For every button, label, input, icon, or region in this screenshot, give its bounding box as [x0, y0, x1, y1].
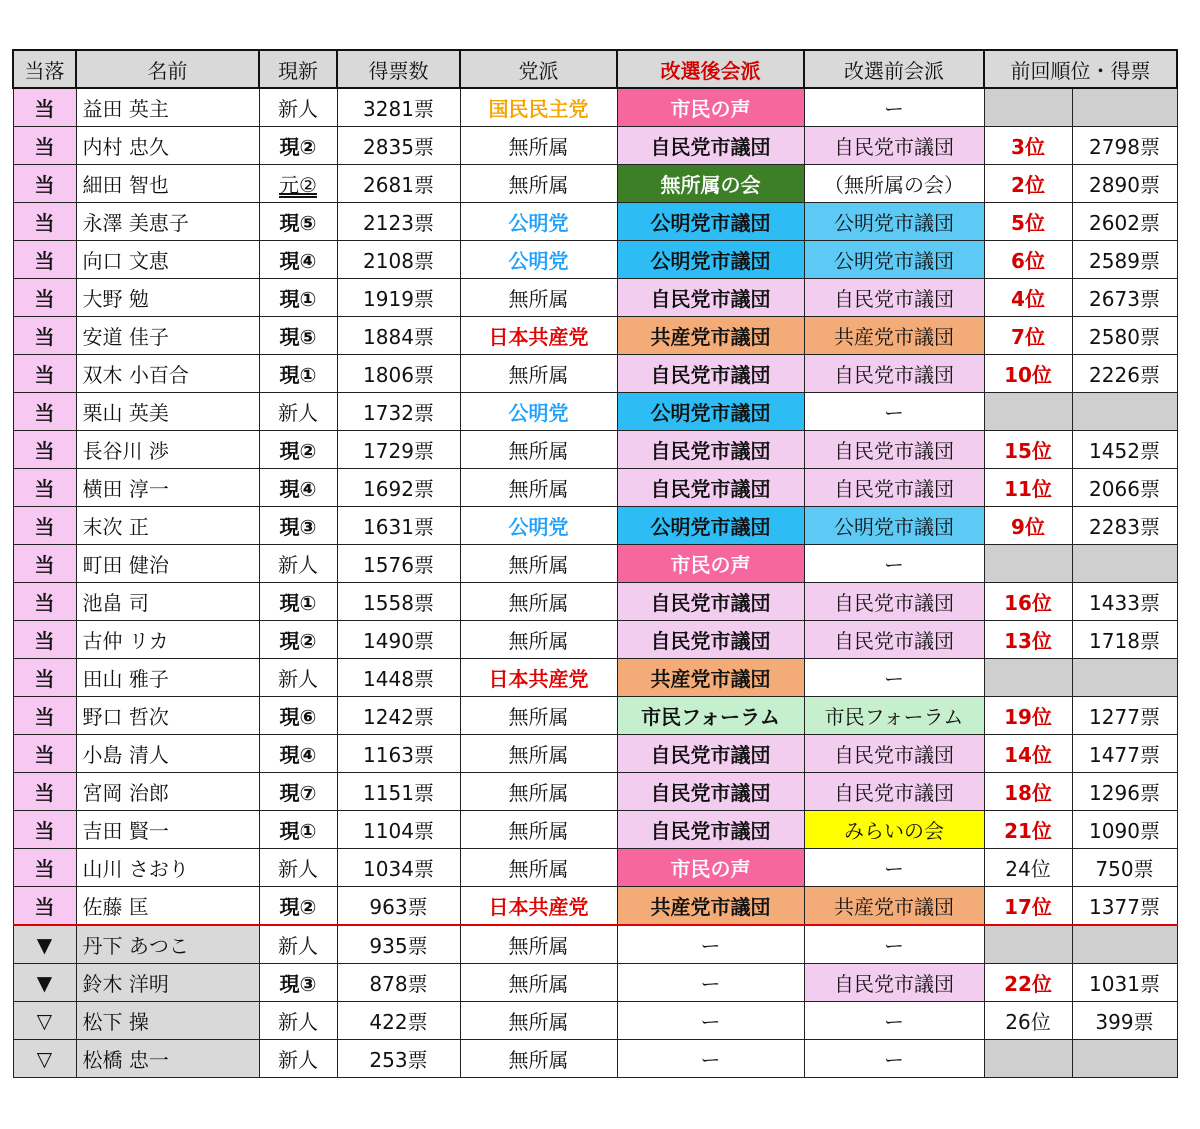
faction-after-cell: 公明党市議団	[617, 241, 804, 279]
party-cell: 公明党	[460, 393, 617, 431]
result-cell: 当	[13, 393, 76, 431]
name-cell: 双木 小百合	[76, 355, 259, 393]
previous-votes-cell	[1072, 545, 1177, 583]
faction-before-cell: 自民党市議団	[804, 964, 984, 1002]
status-cell: 新人	[259, 925, 337, 964]
faction-after-cell: 無所属の会	[617, 165, 804, 203]
name-cell: 松橋 忠一	[76, 1040, 259, 1078]
previous-votes-cell: 1718票	[1072, 621, 1177, 659]
table-row	[13, 507, 1177, 545]
name-cell: 長谷川 渉	[76, 431, 259, 469]
faction-before-cell: 共産党市議団	[804, 887, 984, 926]
table-row	[13, 659, 1177, 697]
name-cell: 横田 淳一	[76, 469, 259, 507]
faction-before-cell: みらいの会	[804, 811, 984, 849]
name-cell: 鈴木 洋明	[76, 964, 259, 1002]
table-row	[13, 1040, 1177, 1078]
party-cell: 無所属	[460, 469, 617, 507]
status-cell: 現⑥	[259, 697, 337, 735]
previous-rank-cell: 21位	[984, 811, 1072, 849]
votes-cell: 1558票	[337, 583, 460, 621]
table-row	[13, 811, 1177, 849]
table-row	[13, 849, 1177, 887]
votes-cell: 2835票	[337, 127, 460, 165]
previous-votes-cell: 750票	[1072, 849, 1177, 887]
party-cell: 無所属	[460, 431, 617, 469]
previous-votes-cell: 1277票	[1072, 697, 1177, 735]
previous-votes-cell	[1072, 659, 1177, 697]
previous-rank-cell: 4位	[984, 279, 1072, 317]
status-cell: 現④	[259, 735, 337, 773]
status-cell: 現③	[259, 507, 337, 545]
header-previous: 前回順位・得票	[984, 50, 1177, 88]
result-cell: 当	[13, 317, 76, 355]
previous-votes-cell: 2580票	[1072, 317, 1177, 355]
party-cell: 日本共産党	[460, 887, 617, 926]
previous-votes-cell: 1433票	[1072, 583, 1177, 621]
previous-rank-cell: 15位	[984, 431, 1072, 469]
faction-before-cell: 自民党市議団	[804, 279, 984, 317]
result-cell: 当	[13, 469, 76, 507]
previous-votes-cell: 2066票	[1072, 469, 1177, 507]
previous-rank-cell	[984, 545, 1072, 583]
previous-votes-cell	[1072, 925, 1177, 964]
result-cell: 当	[13, 545, 76, 583]
table-row	[13, 469, 1177, 507]
votes-cell: 1732票	[337, 393, 460, 431]
name-cell: 丹下 あつこ	[76, 925, 259, 964]
header-row	[13, 50, 1177, 88]
previous-votes-cell	[1072, 393, 1177, 431]
party-cell: 無所属	[460, 925, 617, 964]
previous-rank-cell: 5位	[984, 203, 1072, 241]
faction-after-cell: 自民党市議団	[617, 583, 804, 621]
faction-before-cell: ー	[804, 659, 984, 697]
status-cell: 新人	[259, 545, 337, 583]
result-cell: ▼	[13, 925, 76, 964]
previous-rank-cell: 2位	[984, 165, 1072, 203]
status-cell: 現①	[259, 583, 337, 621]
result-cell: ▽	[13, 1002, 76, 1040]
party-cell: 公明党	[460, 241, 617, 279]
result-cell: 当	[13, 735, 76, 773]
previous-votes-cell	[1072, 88, 1177, 127]
party-cell: 無所属	[460, 355, 617, 393]
status-cell: 元②	[259, 165, 337, 203]
faction-after-cell: ー	[617, 925, 804, 964]
faction-before-cell: ー	[804, 545, 984, 583]
name-cell: 大野 勉	[76, 279, 259, 317]
previous-rank-cell	[984, 393, 1072, 431]
previous-votes-cell: 1031票	[1072, 964, 1177, 1002]
faction-after-cell: 市民の声	[617, 88, 804, 127]
party-cell: 日本共産党	[460, 659, 617, 697]
name-cell: 田山 雅子	[76, 659, 259, 697]
name-cell: 池畠 司	[76, 583, 259, 621]
previous-rank-cell	[984, 659, 1072, 697]
result-cell: 当	[13, 241, 76, 279]
result-cell: 当	[13, 621, 76, 659]
status-cell: 現④	[259, 241, 337, 279]
previous-votes-cell: 1377票	[1072, 887, 1177, 926]
faction-after-cell: 公明党市議団	[617, 393, 804, 431]
previous-rank-cell: 18位	[984, 773, 1072, 811]
party-cell: 無所属	[460, 773, 617, 811]
header-result: 当落	[13, 50, 76, 88]
faction-after-cell: 自民党市議団	[617, 431, 804, 469]
faction-after-cell: 自民党市議団	[617, 127, 804, 165]
result-cell: 当	[13, 88, 76, 127]
faction-before-cell: 自民党市議団	[804, 621, 984, 659]
status-cell: 現⑤	[259, 203, 337, 241]
table-row	[13, 583, 1177, 621]
previous-rank-cell	[984, 88, 1072, 127]
name-cell: 内村 忠久	[76, 127, 259, 165]
result-cell: 当	[13, 773, 76, 811]
previous-rank-cell: 16位	[984, 583, 1072, 621]
status-cell: 現①	[259, 811, 337, 849]
table-row	[13, 773, 1177, 811]
previous-votes-cell: 2589票	[1072, 241, 1177, 279]
faction-after-cell: 自民党市議団	[617, 621, 804, 659]
status-cell: 現①	[259, 279, 337, 317]
status-cell: 現①	[259, 355, 337, 393]
faction-before-cell: 自民党市議団	[804, 583, 984, 621]
votes-cell: 3281票	[337, 88, 460, 127]
status-cell: 現⑦	[259, 773, 337, 811]
votes-cell: 878票	[337, 964, 460, 1002]
result-cell: 当	[13, 127, 76, 165]
faction-after-cell: 自民党市議団	[617, 279, 804, 317]
faction-after-cell: 共産党市議団	[617, 659, 804, 697]
table-row	[13, 431, 1177, 469]
result-cell: 当	[13, 659, 76, 697]
table-row	[13, 545, 1177, 583]
status-cell: 現⑤	[259, 317, 337, 355]
header-name: 名前	[76, 50, 259, 88]
previous-rank-cell: 24位	[984, 849, 1072, 887]
party-cell: 公明党	[460, 507, 617, 545]
status-cell: 新人	[259, 1040, 337, 1078]
name-cell: 栗山 英美	[76, 393, 259, 431]
result-cell: 当	[13, 203, 76, 241]
previous-votes-cell: 2226票	[1072, 355, 1177, 393]
previous-rank-cell: 3位	[984, 127, 1072, 165]
previous-votes-cell: 1090票	[1072, 811, 1177, 849]
party-cell: 無所属	[460, 849, 617, 887]
votes-cell: 2681票	[337, 165, 460, 203]
header-faction-after: 改選後会派	[617, 50, 804, 88]
votes-cell: 253票	[337, 1040, 460, 1078]
previous-votes-cell: 2602票	[1072, 203, 1177, 241]
votes-cell: 1884票	[337, 317, 460, 355]
result-cell: 当	[13, 811, 76, 849]
votes-cell: 1104票	[337, 811, 460, 849]
faction-before-cell: （無所属の会）	[804, 165, 984, 203]
faction-after-cell: 自民党市議団	[617, 469, 804, 507]
faction-before-cell: 市民フォーラム	[804, 697, 984, 735]
faction-before-cell: 自民党市議団	[804, 469, 984, 507]
result-cell: 当	[13, 165, 76, 203]
table-row	[13, 355, 1177, 393]
party-cell: 日本共産党	[460, 317, 617, 355]
faction-after-cell: 自民党市議団	[617, 735, 804, 773]
status-cell: 現④	[259, 469, 337, 507]
previous-rank-cell: 17位	[984, 887, 1072, 926]
votes-cell: 1151票	[337, 773, 460, 811]
name-cell: 末次 正	[76, 507, 259, 545]
name-cell: 町田 健治	[76, 545, 259, 583]
faction-before-cell: 自民党市議団	[804, 431, 984, 469]
previous-votes-cell: 2673票	[1072, 279, 1177, 317]
name-cell: 松下 操	[76, 1002, 259, 1040]
votes-cell: 1034票	[337, 849, 460, 887]
votes-cell: 1692票	[337, 469, 460, 507]
table-row	[13, 203, 1177, 241]
previous-rank-cell: 10位	[984, 355, 1072, 393]
faction-before-cell: 自民党市議団	[804, 773, 984, 811]
status-cell: 新人	[259, 393, 337, 431]
votes-cell: 1919票	[337, 279, 460, 317]
faction-before-cell: 公明党市議団	[804, 507, 984, 545]
previous-votes-cell: 2890票	[1072, 165, 1177, 203]
table-row	[13, 925, 1177, 964]
faction-after-cell: 公明党市議団	[617, 507, 804, 545]
faction-after-cell: 公明党市議団	[617, 203, 804, 241]
votes-cell: 1448票	[337, 659, 460, 697]
status-cell: 現③	[259, 964, 337, 1002]
party-cell: 無所属	[460, 165, 617, 203]
faction-after-cell: 共産党市議団	[617, 887, 804, 926]
faction-after-cell: ー	[617, 964, 804, 1002]
party-cell: 無所属	[460, 127, 617, 165]
table-row	[13, 621, 1177, 659]
status-cell: 現②	[259, 887, 337, 926]
votes-cell: 1729票	[337, 431, 460, 469]
name-cell: 小島 清人	[76, 735, 259, 773]
name-cell: 安道 佳子	[76, 317, 259, 355]
votes-cell: 1631票	[337, 507, 460, 545]
table-row	[13, 165, 1177, 203]
previous-rank-cell: 26位	[984, 1002, 1072, 1040]
result-cell: 当	[13, 697, 76, 735]
name-cell: 細田 智也	[76, 165, 259, 203]
votes-cell: 1576票	[337, 545, 460, 583]
previous-votes-cell: 1296票	[1072, 773, 1177, 811]
faction-after-cell: 市民の声	[617, 849, 804, 887]
faction-after-cell: ー	[617, 1002, 804, 1040]
name-cell: 宮岡 治郎	[76, 773, 259, 811]
faction-before-cell: 公明党市議団	[804, 241, 984, 279]
name-cell: 益田 英主	[76, 88, 259, 127]
election-results-table	[12, 49, 1178, 1078]
name-cell: 佐藤 匡	[76, 887, 259, 926]
previous-rank-cell: 14位	[984, 735, 1072, 773]
previous-rank-cell: 9位	[984, 507, 1072, 545]
votes-cell: 2108票	[337, 241, 460, 279]
votes-cell: 963票	[337, 887, 460, 926]
table-row	[13, 127, 1177, 165]
previous-votes-cell: 399票	[1072, 1002, 1177, 1040]
party-cell: 無所属	[460, 621, 617, 659]
status-cell: 新人	[259, 659, 337, 697]
status-cell: 現②	[259, 127, 337, 165]
party-cell: 無所属	[460, 1002, 617, 1040]
name-cell: 吉田 賢一	[76, 811, 259, 849]
name-cell: 山川 さおり	[76, 849, 259, 887]
faction-before-cell: ー	[804, 393, 984, 431]
name-cell: 野口 哲次	[76, 697, 259, 735]
name-cell: 向口 文恵	[76, 241, 259, 279]
result-cell: 当	[13, 431, 76, 469]
faction-before-cell: ー	[804, 1040, 984, 1078]
votes-cell: 1163票	[337, 735, 460, 773]
previous-votes-cell: 2283票	[1072, 507, 1177, 545]
faction-before-cell: ー	[804, 925, 984, 964]
faction-before-cell: 自民党市議団	[804, 127, 984, 165]
votes-cell: 2123票	[337, 203, 460, 241]
party-cell: 国民民主党	[460, 88, 617, 127]
result-cell: 当	[13, 849, 76, 887]
result-cell: 当	[13, 887, 76, 926]
status-cell: 新人	[259, 849, 337, 887]
table-row	[13, 964, 1177, 1002]
previous-votes-cell: 2798票	[1072, 127, 1177, 165]
name-cell: 永澤 美恵子	[76, 203, 259, 241]
table-row	[13, 735, 1177, 773]
party-cell: 無所属	[460, 811, 617, 849]
party-cell: 無所属	[460, 735, 617, 773]
faction-before-cell: 公明党市議団	[804, 203, 984, 241]
votes-cell: 422票	[337, 1002, 460, 1040]
previous-votes-cell: 1452票	[1072, 431, 1177, 469]
table-row	[13, 697, 1177, 735]
result-cell: 当	[13, 279, 76, 317]
faction-before-cell: ー	[804, 88, 984, 127]
previous-rank-cell	[984, 1040, 1072, 1078]
faction-after-cell: 自民党市議団	[617, 811, 804, 849]
party-cell: 無所属	[460, 964, 617, 1002]
party-cell: 無所属	[460, 279, 617, 317]
name-cell: 古仲 リカ	[76, 621, 259, 659]
previous-rank-cell: 22位	[984, 964, 1072, 1002]
result-cell: 当	[13, 507, 76, 545]
status-cell: 現②	[259, 431, 337, 469]
table-row	[13, 241, 1177, 279]
status-cell: 新人	[259, 1002, 337, 1040]
previous-rank-cell: 19位	[984, 697, 1072, 735]
status-cell: 新人	[259, 88, 337, 127]
party-cell: 無所属	[460, 545, 617, 583]
faction-before-cell: 自民党市議団	[804, 355, 984, 393]
votes-cell: 935票	[337, 925, 460, 964]
faction-before-cell: 共産党市議団	[804, 317, 984, 355]
previous-rank-cell: 13位	[984, 621, 1072, 659]
header-faction-before: 改選前会派	[804, 50, 984, 88]
previous-votes-cell	[1072, 1040, 1177, 1078]
table-row	[13, 88, 1177, 127]
previous-rank-cell: 11位	[984, 469, 1072, 507]
header-votes: 得票数	[337, 50, 460, 88]
party-cell: 無所属	[460, 583, 617, 621]
faction-after-cell: 共産党市議団	[617, 317, 804, 355]
header-party: 党派	[460, 50, 617, 88]
party-cell: 無所属	[460, 1040, 617, 1078]
faction-after-cell: 自民党市議団	[617, 773, 804, 811]
party-cell: 公明党	[460, 203, 617, 241]
faction-before-cell: ー	[804, 849, 984, 887]
previous-rank-cell: 7位	[984, 317, 1072, 355]
faction-after-cell: 市民フォーラム	[617, 697, 804, 735]
result-cell: ▽	[13, 1040, 76, 1078]
table-row	[13, 1002, 1177, 1040]
votes-cell: 1490票	[337, 621, 460, 659]
faction-before-cell: 自民党市議団	[804, 735, 984, 773]
table-row	[13, 393, 1177, 431]
faction-after-cell: 自民党市議団	[617, 355, 804, 393]
faction-after-cell: 市民の声	[617, 545, 804, 583]
votes-cell: 1242票	[337, 697, 460, 735]
header-status: 現新	[259, 50, 337, 88]
votes-cell: 1806票	[337, 355, 460, 393]
previous-rank-cell: 6位	[984, 241, 1072, 279]
result-cell: 当	[13, 583, 76, 621]
previous-rank-cell	[984, 925, 1072, 964]
result-cell: 当	[13, 355, 76, 393]
faction-after-cell: ー	[617, 1040, 804, 1078]
table-row	[13, 887, 1177, 926]
party-cell: 無所属	[460, 697, 617, 735]
status-cell: 現②	[259, 621, 337, 659]
previous-votes-cell: 1477票	[1072, 735, 1177, 773]
table-row	[13, 317, 1177, 355]
result-cell: ▼	[13, 964, 76, 1002]
table-row	[13, 279, 1177, 317]
faction-before-cell: ー	[804, 1002, 984, 1040]
